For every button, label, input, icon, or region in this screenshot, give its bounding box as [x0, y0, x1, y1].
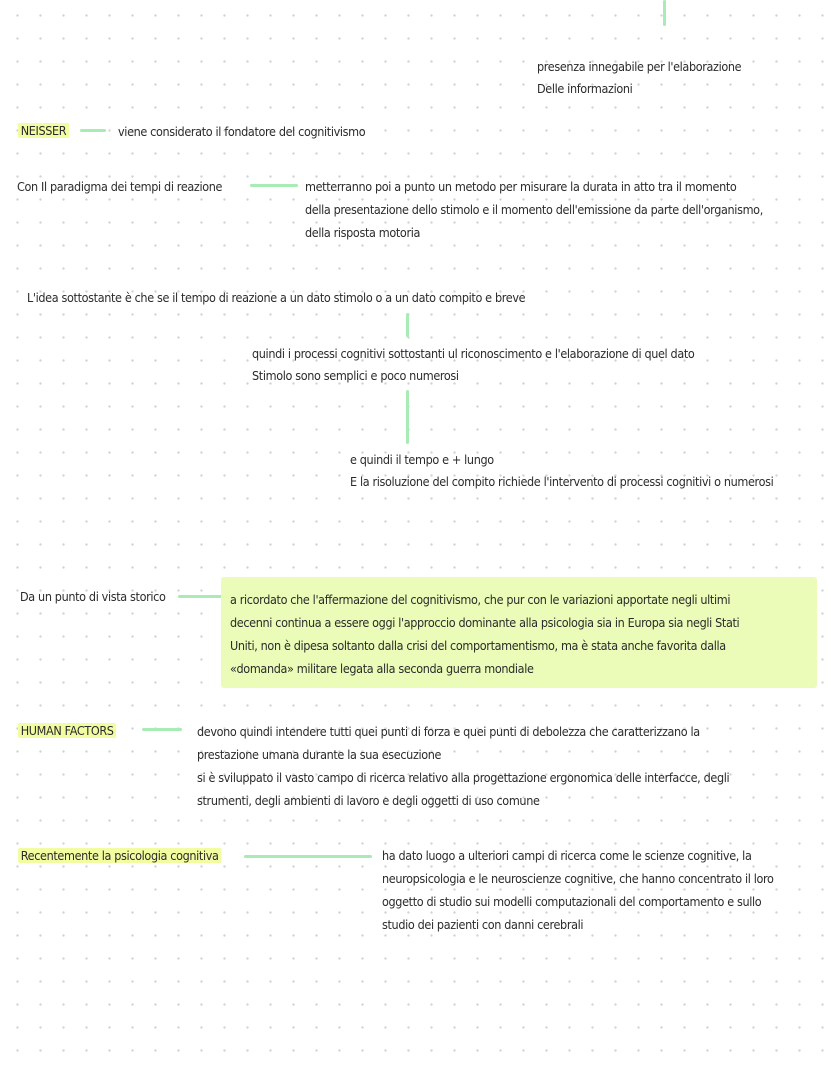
connector-line: [142, 728, 182, 731]
note-text: quindi i processi cognitivi sottostanti ul riconoscimento e l'elaborazione di quel dato: [252, 346, 695, 361]
label-reaction-times: Con Il paradigma dei tempi di reazione: [17, 179, 223, 194]
note-text: viene considerato il fondatore del cognitivismo: [118, 124, 366, 139]
connector-line: [244, 855, 372, 858]
note-text: E la risoluzione del compito richiede l'intervento di processi cognitivi o numerosi: [350, 474, 774, 489]
note-text: oggetto di studio sui modelli computazionali del comportamento e sullo: [382, 894, 762, 909]
connector-line: [80, 129, 106, 132]
note-text: Uniti, non è dipesa soltanto dalla crisi del comportamentismo, ma è stata anche favorita dalla: [230, 638, 726, 653]
term-recent-cognitive-psychology: Recentemente la psicologia cognitiva: [18, 845, 221, 866]
note-text: prestazione umana durante la sua esecuzione: [197, 747, 442, 762]
note-text: devono quindi intendere tutti quei punti di forza e quei punti di debolezza che caratterizzano la: [197, 724, 700, 739]
note-text: della risposta motoria: [305, 225, 421, 240]
connector-line: [406, 390, 409, 444]
connector-line: [178, 595, 224, 598]
note-text: neuropsicologia e le neuroscienze cognitive, che hanno concentrato il loro: [382, 871, 774, 886]
note-text: strumenti, degli ambienti di lavoro e degli oggetti di uso comune: [197, 793, 540, 808]
note-text: e quindi il tempo e + lungo: [350, 452, 494, 467]
connector-line: [406, 313, 409, 337]
term-human-factors: HUMAN FACTORS: [18, 720, 116, 741]
note-text: si è sviluppato il vasto campo di ricerca relativo alla progettazione ergonomica delle interfacce, degli: [197, 770, 730, 785]
connector-line: [250, 184, 298, 187]
connector-line: [663, 0, 666, 26]
note-text: della presentazione dello stimolo e il momento dell'emissione da parte dell'organismo,: [305, 202, 763, 217]
note-text: L'idea sottostante è che se il tempo di reazione a un dato stimolo o a un dato compito e breve: [27, 290, 526, 305]
term-neisser: NEISSER: [18, 120, 69, 141]
label-historical: Da un punto di vista storico: [20, 589, 166, 604]
note-text: metterranno poi a punto un metodo per misurare la durata in atto tra il momento: [305, 179, 737, 194]
note-text: Delle informazioni: [537, 81, 633, 96]
note-text: studio dei pazienti con danni cerebrali: [382, 917, 584, 932]
note-text: a ricordato che l'affermazione del cognitivismo, che pur con le variazioni apportate negli ultimi: [230, 592, 731, 607]
note-text: «domanda» militare legata alla seconda guerra mondiale: [230, 661, 534, 676]
note-text: presenza innegabile per l'elaborazione: [537, 59, 742, 74]
note-text: Stimolo sono semplici e poco numerosi: [252, 368, 459, 383]
note-text: ha dato luogo a ulteriori campi di ricerca come le scienze cognitive, la: [382, 848, 752, 863]
note-text: decenni continua a essere oggi l'approccio dominante alla psicologia sia in Europa sia negli Stati: [230, 615, 740, 630]
